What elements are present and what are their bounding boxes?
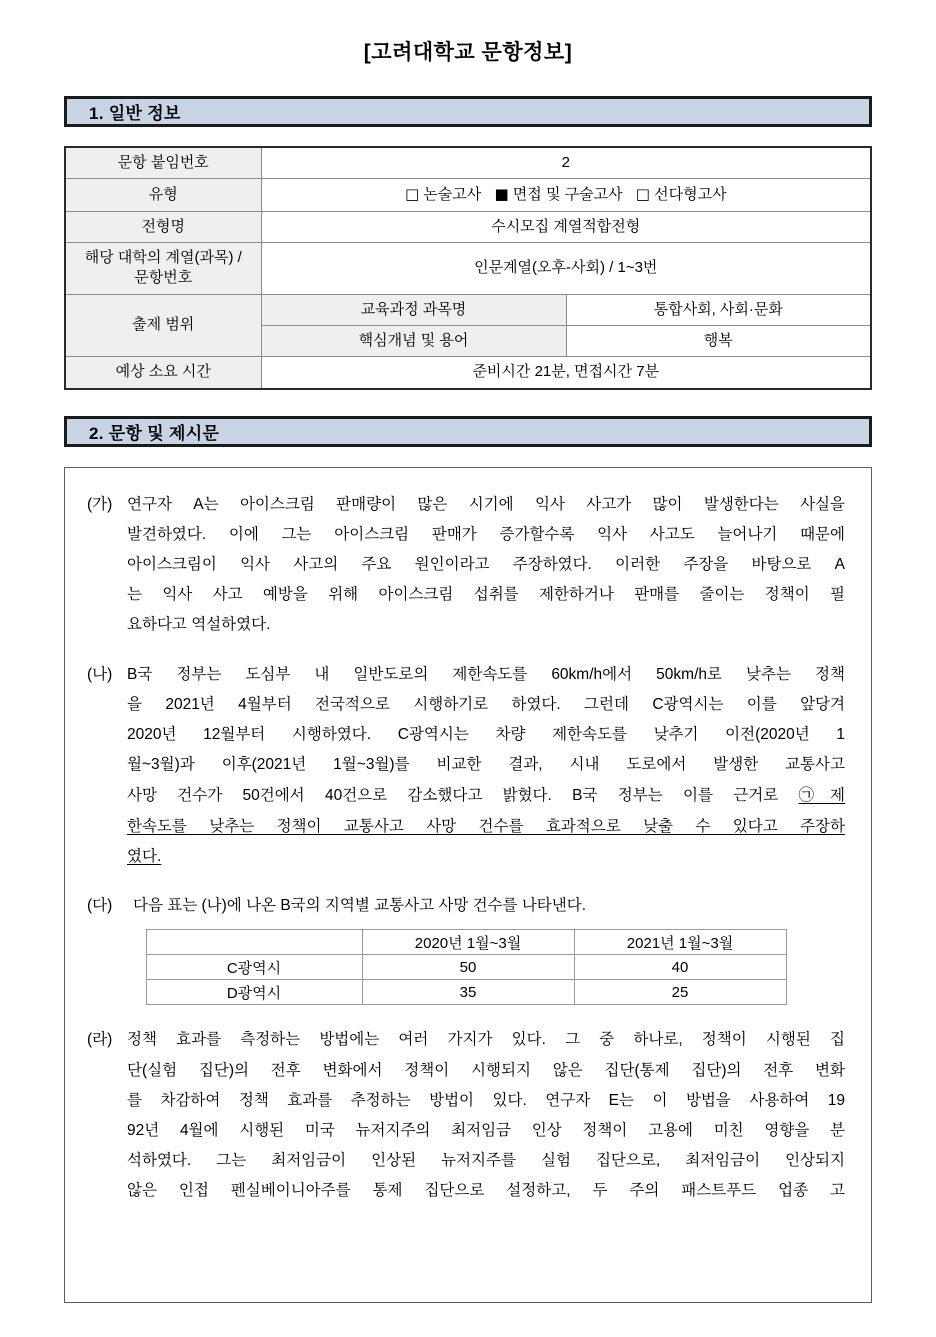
type-option-interview-label: 면접 및 구술고사	[512, 186, 623, 204]
data-table-header-2021: 2021년 1월~3월	[574, 930, 786, 955]
info-label-scope: 출제 범위	[65, 294, 261, 357]
type-option-essay[interactable]	[405, 186, 481, 203]
passage-na-line5-plain: 사망 건수가 50건에서 40건으로 감소했다고 밝혔다. B국 정부는 이를 근거로	[127, 787, 799, 805]
general-info-table	[64, 146, 872, 390]
data-table-cell-c-2020: 50	[362, 955, 574, 980]
info-sublabel-key-concepts: 핵심개념 및 용어	[261, 326, 566, 357]
passage-na-line5-underlined: 제	[830, 787, 845, 805]
type-option-multiple-choice-label: 선다형고사	[654, 186, 727, 204]
passage-ga-line-1: 연구자 A는 아이스크림 판매량이 많은 시기에 익사 사고가 많이 발생한다는 사실을	[127, 495, 845, 513]
checkbox-unchecked-icon: □	[404, 185, 420, 204]
info-value-curriculum-subject: 통합사회, 사회·문화	[566, 294, 871, 325]
info-label-admission-type: 전형명	[65, 211, 261, 242]
table-row	[65, 294, 871, 325]
info-label-expected-time: 예상 소요 시간	[65, 357, 261, 389]
data-table-row-label-d: D광역시	[146, 980, 362, 1005]
checkbox-unchecked-icon-2: □	[635, 185, 650, 204]
passage-na-line-2: 을 2021년 4월부터 전국적으로 시행하기로 하였다. 그런데 C광역시는 이를 앞당겨	[127, 695, 845, 713]
passage-ra-line-3: 를 차감하여 정책 효과를 추정하는 방법이 있다. 연구자 E는 이 방법을 사용하여 19	[127, 1091, 845, 1109]
table-row	[65, 147, 871, 179]
passage-da-body	[133, 891, 845, 921]
passage-na-line-1: B국 정부는 도심부 내 일반도로의 제한속도를 60km/h에서 50km/h로 낮추는 정책	[127, 665, 845, 683]
passage-ra-line-6: 않은 인접 펜실베이니아주를 통제 집단으로 설정하고, 두 주의 패스트푸드 업종 고	[127, 1182, 845, 1200]
passage-na-line-7: 였다.	[127, 847, 162, 865]
passage-da-marker: (다)	[87, 897, 113, 915]
data-table-cell-d-2020: 35	[362, 980, 574, 1005]
section-heading-general-info: 1. 일반 정보	[64, 96, 872, 127]
passage-ra-line-5: 석하였다. 그는 최저임금이 인상된 뉴저지주를 실험 집단으로, 최저임금이 인상되지	[127, 1152, 845, 1170]
data-table-corner	[146, 930, 362, 955]
table-row	[65, 211, 871, 242]
info-label-department-line2: 문항번호	[134, 269, 193, 287]
info-value-expected-time: 준비시간 21분, 면접시간 7분	[261, 357, 871, 389]
table-row	[65, 179, 871, 211]
passage-ra	[87, 1025, 845, 1206]
type-option-essay-label: 논술고사	[423, 186, 482, 204]
circled-marker-icon: ㉠	[798, 786, 831, 805]
traffic-fatality-table-wrap	[87, 929, 845, 1005]
table-row	[146, 930, 786, 955]
info-value-key-concepts: 행복	[566, 326, 871, 357]
passage-na-line-6: 한속도를 낮추는 정책이 교통사고 사망 건수를 효과적으로 낮출 수 있다고 주장하	[127, 817, 845, 835]
table-row	[65, 357, 871, 389]
type-option-interview[interactable]	[494, 186, 622, 203]
info-sublabel-curriculum-subject: 교육과정 과목명	[261, 294, 566, 325]
table-row	[146, 980, 786, 1005]
passage-ra-marker: (라)	[87, 1031, 113, 1049]
passage-ga-line-3: 아이스크림이 익사 사고의 주요 원인이라고 주장하였다. 이러한 주장을 바탕으로 A	[127, 555, 845, 573]
table-row	[65, 242, 871, 294]
info-label-attachment-number: 문항 붙임번호	[65, 147, 261, 179]
data-table-cell-d-2021: 25	[574, 980, 786, 1005]
passage-ra-line-4: 92년 4월에 시행된 미국 뉴저지주의 최저임금 인상 정책이 고용에 미친 영향을 분	[127, 1122, 845, 1139]
passage-da	[87, 891, 845, 921]
passage-ga-marker: (가)	[87, 495, 113, 513]
passage-ra-line-2: 단(실험 집단)의 전후 변화에서 정책이 시행되지 않은 집단(통제 집단)의 전후 변화	[127, 1061, 845, 1079]
passage-ga-line-4: 는 익사 사고 예방을 위해 아이스크림 섭취를 제한하거나 판매를 줄이는 정책이 필	[127, 586, 845, 604]
traffic-fatality-table	[146, 929, 787, 1005]
passage-na-marker: (나)	[87, 665, 113, 683]
passage-ga	[87, 490, 845, 641]
passage-container	[64, 467, 872, 1303]
passage-na	[87, 660, 845, 873]
table-row	[146, 955, 786, 980]
passage-na-line-5	[127, 780, 845, 811]
passage-ra-line-1: 정책 효과를 측정하는 방법에는 여러 가지가 있다. 그 중 하나로, 정책이 시행된 집	[127, 1031, 845, 1049]
passage-ga-line-5: 요하다고 역설하였다.	[127, 616, 271, 634]
section-heading-questions: 2. 문항 및 제시문	[64, 416, 872, 447]
info-value-department-question-number: 인문계열(오후-사회) / 1~3번	[261, 242, 871, 294]
passage-na-line-3: 2020년 12월부터 시행하였다. C광역시는 차량 제한속도를 낮추기 이전(2020년 1	[127, 726, 845, 744]
data-table-cell-c-2021: 40	[574, 955, 786, 980]
passage-na-body	[127, 660, 845, 873]
type-option-multiple-choice[interactable]	[636, 186, 727, 203]
data-table-row-label-c: C광역시	[146, 955, 362, 980]
passage-da-text: 다음 표는 (나)에 나온 B국의 지역별 교통사고 사망 건수를 나타낸다.	[133, 897, 587, 915]
info-label-department-line1: 해당 대학의 계열(과목) /	[84, 249, 242, 266]
info-value-admission-type: 수시모집 계열적합전형	[261, 211, 871, 242]
passage-ga-body	[127, 490, 845, 641]
info-label-type: 유형	[65, 179, 261, 211]
info-value-type	[261, 179, 871, 211]
passage-ra-body	[127, 1025, 845, 1206]
section-questions	[0, 416, 936, 447]
passage-na-line-4: 월~3월)과 이후(2021년 1월~3월)를 비교한 결과, 시내 도로에서 발생한 교통사고	[127, 756, 845, 774]
data-table-header-2020: 2020년 1월~3월	[362, 930, 574, 955]
info-label-department-question-number	[65, 242, 261, 294]
page-title: [고려대학교 문항정보]	[363, 41, 573, 64]
passage-ga-line-2: 발견하였다. 이에 그는 아이스크림 판매가 증가할수록 익사 사고도 늘어나기 때문에	[127, 525, 845, 543]
info-value-attachment-number: 2	[261, 147, 871, 179]
checkbox-checked-icon: ■	[494, 185, 509, 204]
section-general-info	[0, 96, 936, 127]
